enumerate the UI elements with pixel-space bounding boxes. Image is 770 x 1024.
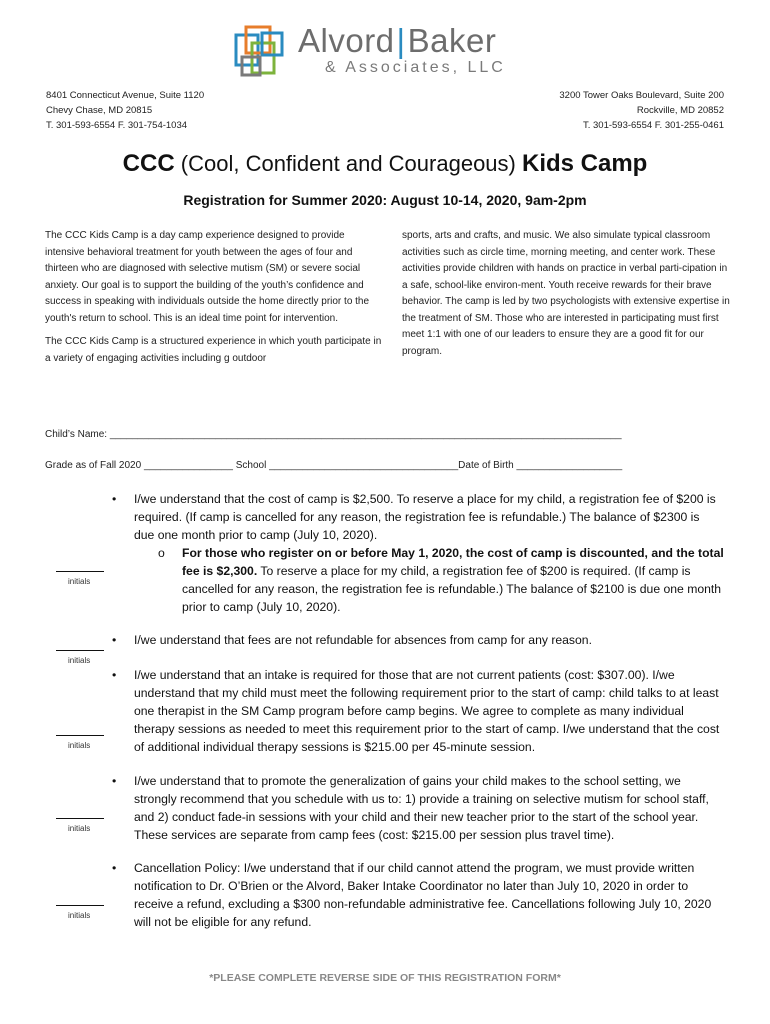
address-right [559, 88, 724, 133]
intro-paragraph: sports, arts and crafts, and music. We also simulate typical classroom activities such as circle time, morning meeting, and center work. These activities provide children with hands on practice in verbal parti-cipation in a safe, school-like environ-ment. Youth receive rewards for their brave behavior. The camp is led by two psychologists with extensive expertise in the treatment of SM. Those who are interested in participating must first meet 1:1 with one of our leaders to ensure they are a good fit for our program. [402, 230, 730, 357]
intro-column-left [45, 228, 385, 374]
address-right-line2: Rockville, MD 20852 [636, 105, 724, 116]
agreement-text: I/we understand that the cost of camp is $2,500. To reserve a place for my child, a registration fee of $200 is required. (If camp is cancelled for any reason, the registration fee is refundable.) The balance of $2300 is due one month prior to camp (July 10, 2020). [134, 492, 716, 542]
logo-name-right: Baker [407, 22, 497, 59]
agreement-text: I/we understand that to promote the generalization of gains your child makes to the school setting, we strongly recommend that you schedule with us to: 1) provide a training on selective mutism for school staff, and 2) conduct fade-in sessions with your child and their new teacher prior to the start of the school year. These services are separate from camp fees (cost: $215.00 per session plus travel time). [134, 774, 709, 842]
initials-label: initials [68, 824, 91, 833]
logo-name-left: Alvord [298, 22, 395, 59]
discount-rest-text: To reserve a place for my child, a registration fee of $200 is required. (If camp is cancelled for any reason, the registration fee is refundable.) The balance of $2100 is due one month prior to camp (July 10, 2020). [182, 564, 722, 614]
interlocking-squares-logo-icon [234, 25, 290, 81]
initials-line[interactable] [56, 818, 104, 819]
address-left [46, 88, 204, 133]
initials-label: initials [68, 741, 91, 750]
address-left-line1: 8401 Connecticut Avenue, Suite 1120 [46, 90, 205, 101]
title-ccc: CCC [122, 150, 175, 177]
logo-subtitle: & Associates, LLC [325, 59, 506, 76]
logo-name-bar: | [396, 22, 406, 59]
page-title [0, 150, 770, 178]
sub-bullet-glyph: o [158, 546, 165, 560]
agreement-item [112, 631, 722, 649]
address-left-line3: T. 301-593-6554 F. 301-754-1034 [46, 120, 188, 131]
address-right-line3: T. 301-593-6554 F. 301-255-0461 [582, 120, 724, 131]
grade-school-dob-field[interactable]: Grade as of Fall 2020 ________________ School __________________________________Date of Birth ___________________ [45, 460, 623, 471]
agreement-item [112, 666, 722, 756]
intro-paragraph: The CCC Kids Camp is a structured experience in which youth participate in a variety of engaging activities including g outdoor [45, 336, 382, 364]
bullet-glyph: • [112, 668, 117, 682]
initials-label: initials [68, 911, 91, 920]
logo-wordmark [298, 22, 496, 60]
address-right-line1: 3200 Tower Oaks Boulevard, Suite 200 [559, 90, 724, 101]
bullet-glyph: • [112, 492, 117, 506]
title-kids-camp: Kids Camp [521, 150, 648, 177]
agreement-text: I/we understand that an intake is required for those that are not current patients (cost: $307.00). I/we understand that my child must meet the following requirement prior to the start of camp: child talks to at least one therapist in the SM Camp program before camp begins. We agree to complete as many individual therapy sessions as needed to meet this requirement prior to the start of camp. I/we understand that the cost of additional individual therapy sessions is $215.00 per 45-minute session. [134, 668, 720, 754]
agreement-item [112, 859, 722, 931]
agreement-text: I/we understand that fees are not refundable for absences from camp for any reason. [134, 633, 592, 647]
address-left-line2: Chevy Chase, MD 20815 [46, 105, 153, 116]
bullet-glyph: • [112, 861, 117, 875]
page-subtitle: Registration for Summer 2020: August 10-14, 2020, 9am-2pm [183, 192, 587, 208]
initials-label: initials [68, 656, 91, 665]
initials-line[interactable] [56, 905, 104, 906]
reverse-side-notice: *PLEASE COMPLETE REVERSE SIDE OF THIS REGISTRATION FORM* [209, 972, 561, 984]
initials-line[interactable] [56, 735, 104, 736]
bullet-glyph: • [112, 774, 117, 788]
child-name-field[interactable]: Child’s Name: ____________________________________________________________________________________________ [45, 429, 622, 440]
agreement-item [112, 772, 722, 844]
intro-paragraph: The CCC Kids Camp is a day camp experience designed to provide intensive behavioral treatment for youth between the ages of four and thirteen who are diagnosed with selective mutism (SM) or severe social anxiety. Our goal is to support the building of the youth’s confidence and success in speaking with individuals outside the home directly prior to the youth's return to school. This is an ideal time point for intervention. [45, 230, 370, 324]
initials-line[interactable] [56, 571, 104, 572]
discount-text: For those who register on or before May 1, 2020, the cost of camp is discounted, and the total fee is $2,300. [182, 546, 724, 578]
initials-label: initials [68, 577, 91, 586]
agreement-subtext [182, 544, 724, 616]
intro-column-right [402, 228, 735, 367]
title-middle: (Cool, Confident and Courageous) [174, 151, 522, 176]
agreement-subitem [158, 544, 724, 616]
agreement-text: Cancellation Policy: I/we understand that if our child cannot attend the program, we must provide written notification to Dr. O’Brien or the Alvord, Baker Intake Coordinator no later than July 10, 2020 in order to receive a refund, excluding a $300 non-refundable administrative fee. Cancellations following July 10, 2020 will not be eligible for any refund. [134, 861, 712, 929]
agreement-item [112, 490, 722, 544]
initials-line[interactable] [56, 650, 104, 651]
bullet-glyph: • [112, 633, 117, 647]
